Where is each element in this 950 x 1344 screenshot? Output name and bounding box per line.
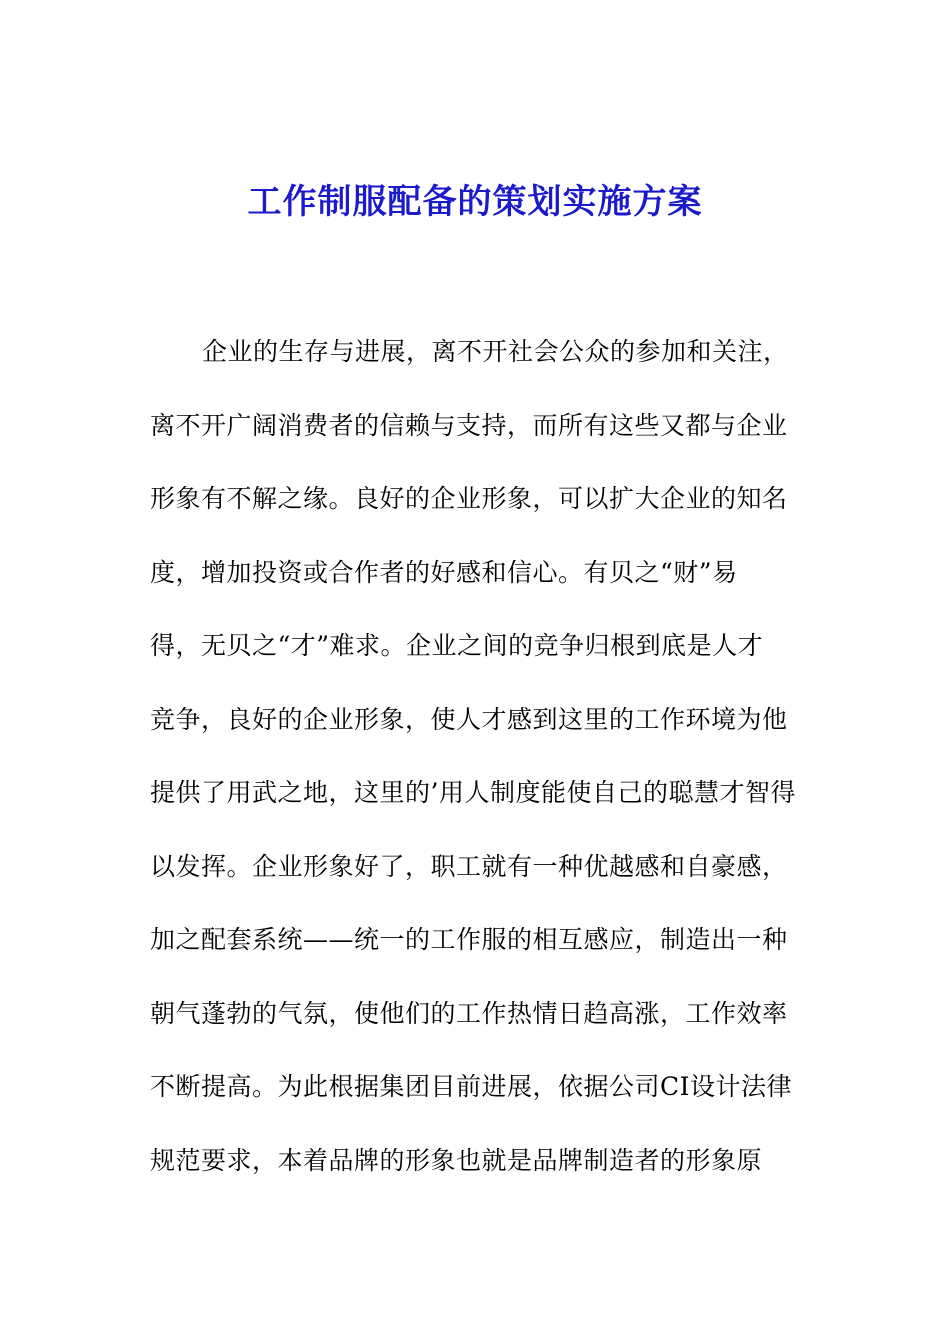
body-line: 规范要求，本着品牌的形象也就是品牌制造者的形象原 bbox=[150, 1145, 763, 1175]
body-line: 度，增加投资或合作者的好感和信心。有贝之“财”易 bbox=[150, 557, 738, 587]
body-line: 形象有不解之缘。良好的企业形象，可以扩大企业的知名 bbox=[150, 484, 788, 513]
body-line: 企业的生存与进展，离不开社会公众的参加和关注， bbox=[202, 337, 789, 366]
body-line: 得，无贝之“才”难求。企业之间的竞争归根到底是人才 bbox=[150, 631, 764, 660]
body-line: 不断提高。为此根据集团目前进展，依据公司CI设计法律 bbox=[150, 1072, 793, 1101]
body-line: 提供了用武之地，这里的’用人制度能使自己的聪慧才智得 bbox=[150, 778, 796, 807]
body-line: 加之配套系统——统一的工作服的相互感应，制造出一种 bbox=[150, 925, 788, 954]
body-line: 以发挥。企业形象好了，职工就有一种优越感和自豪感， bbox=[150, 851, 788, 881]
document-body bbox=[150, 328, 810, 1210]
body-line: 朝气蓬勃的气氛，使他们的工作热情日趋高涨，工作效率 bbox=[150, 998, 788, 1028]
body-line: 竞争，良好的企业形象，使人才感到这里的工作环境为他 bbox=[150, 704, 788, 734]
body-line: 离不开广阔消费者的信赖与支持，而所有这些又都与企业 bbox=[150, 410, 788, 440]
document-title: 工作制服配备的策划实施方案 bbox=[247, 182, 703, 222]
